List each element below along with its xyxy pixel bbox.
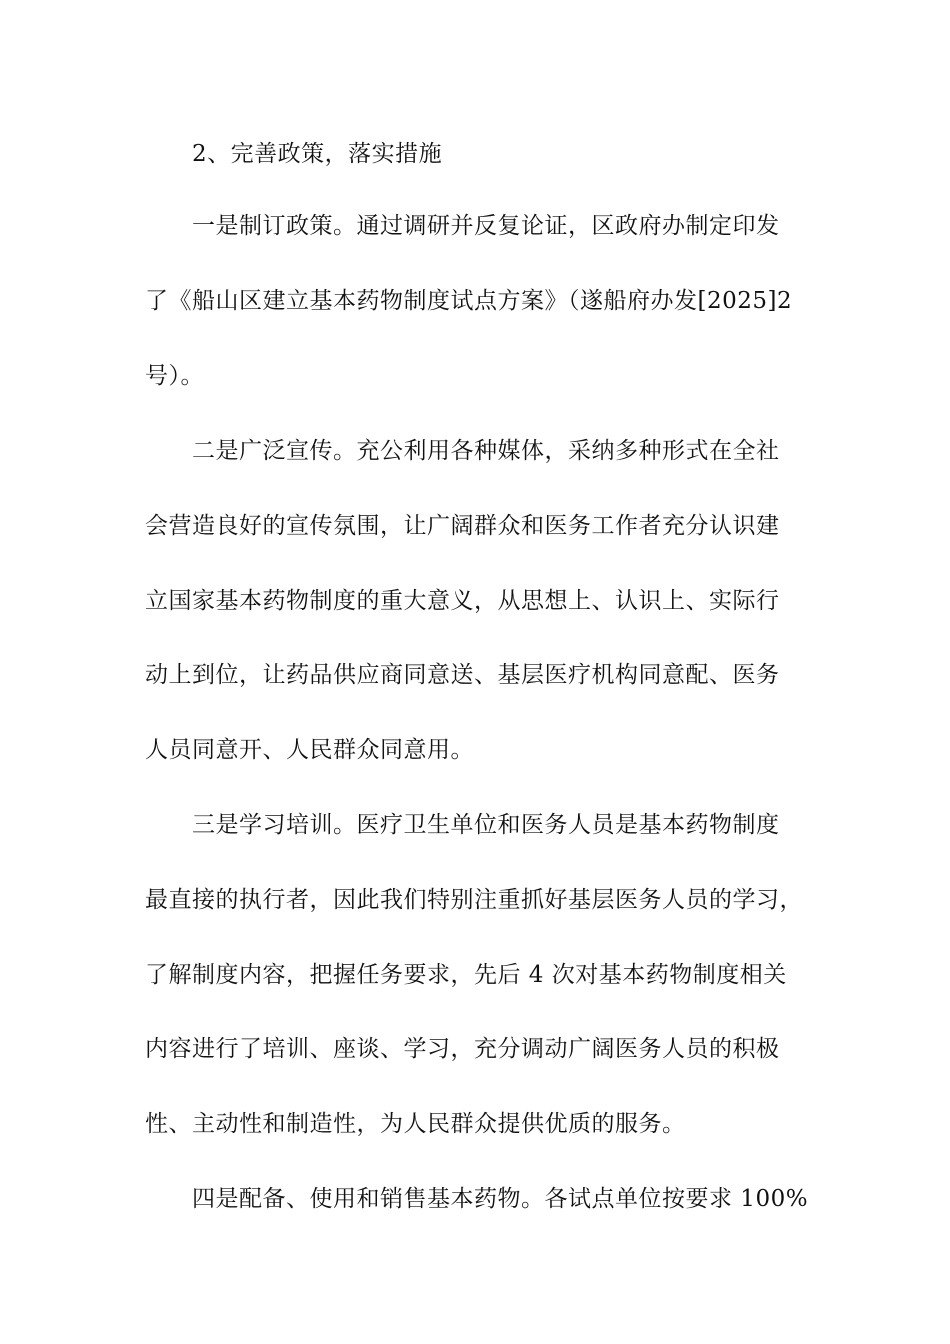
paragraph-line: 人员同意开、人民群众同意用。 [145,737,474,763]
section-heading: 2、完善政策，落实措施 [192,141,443,167]
paragraph-line: 了解制度内容，把握任务要求，先后 4 次对基本药物制度相关 [145,962,787,988]
paragraph-line: 号）。 [145,363,204,389]
paragraph-line: 内容进行了培训、座谈、学习，充分调动广阔医务人员的积极 [145,1036,780,1062]
paragraph-line: 会营造良好的宣传氛围，让广阔群众和医务工作者充分认识建 [145,513,780,539]
paragraph-line: 二是广泛宣传。充公利用各种媒体，采纳多种形式在全社 [192,438,780,464]
paragraph-line: 了《船山区建立基本药物制度试点方案》（遂船府办发[2025]2 [145,288,793,314]
paragraph-line: 动上到位，让药品供应商同意送、基层医疗机构同意配、医务 [145,662,780,688]
paragraph-line: 一是制订政策。通过调研并反复论证，区政府办制定印发 [192,213,780,239]
paragraph-line: 性、主动性和制造性，为人民群众提供优质的服务。 [145,1111,686,1137]
paragraph-line: 四是配备、使用和销售基本药物。各试点单位按要求 100% [192,1186,809,1212]
paragraph-line: 最直接的执行者，因此我们特别注重抓好基层医务人员的学习， [145,887,803,913]
paragraph-line: 立国家基本药物制度的重大意义，从思想上、认识上、实际行 [145,588,780,614]
paragraph-line: 三是学习培训。医疗卫生单位和医务人员是基本药物制度 [192,812,780,838]
